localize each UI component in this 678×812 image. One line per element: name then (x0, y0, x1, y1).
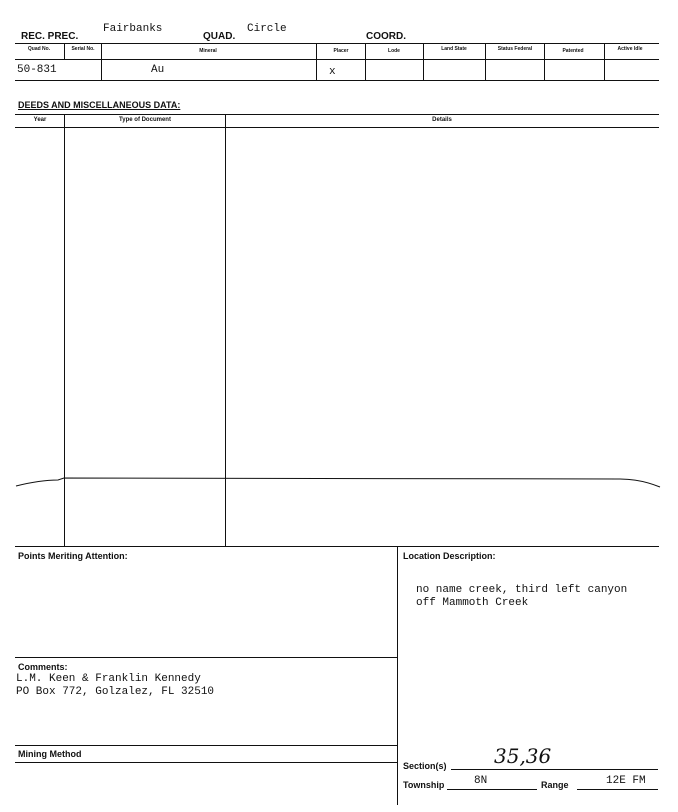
divider (316, 44, 317, 80)
record-quad-no: 50-831 (17, 64, 57, 76)
divider (604, 44, 605, 80)
divider (423, 44, 424, 80)
mining-method-label: Mining Method (18, 749, 82, 759)
location-line-1: no name creek, third left canyon (416, 584, 628, 596)
divider (365, 44, 366, 80)
comments-top-rule (15, 657, 397, 658)
header-top-rule (15, 43, 659, 44)
township-label: Township (403, 780, 445, 790)
rec-prec-label: REC. PREC. (21, 31, 79, 42)
header-serial-no: Serial No. (71, 46, 95, 52)
lower-top-rule (15, 546, 659, 547)
divider (101, 44, 102, 80)
comments-line-2: PO Box 772, Golzalez, FL 32510 (16, 686, 215, 698)
header-active-idle: Active Idle (617, 46, 643, 52)
points-meriting-label: Points Meriting Attention: (18, 551, 128, 561)
lower-center-divider (397, 547, 398, 805)
deeds-col-type: Type of Document (119, 117, 171, 123)
range-value: 12E FM (606, 775, 646, 787)
record-placer: x (329, 66, 336, 78)
quad-label: QUAD. (203, 31, 236, 42)
header-patented: Patented (562, 48, 584, 54)
divider (485, 44, 486, 80)
range-underline (577, 789, 658, 790)
deeds-col-details: Details (432, 117, 452, 123)
header-land-state: Land State (441, 46, 467, 52)
header-bottom-rule (15, 80, 659, 81)
deeds-col-year: Year (33, 117, 47, 123)
location-label: Location Description: (403, 551, 496, 561)
range-label: Range (541, 780, 569, 790)
comments-line-1: L.M. Keen & Franklin Kennedy (16, 673, 201, 685)
mining-method-top-rule (15, 745, 397, 746)
quad-value: Circle (247, 23, 287, 35)
sections-value: 35,36 (494, 744, 552, 768)
mining-method-bottom-rule (15, 762, 397, 763)
header-mineral: Mineral (199, 48, 217, 54)
comments-label: Comments: (18, 662, 68, 672)
township-value: 8N (474, 775, 488, 787)
header-placer: Placer (333, 48, 349, 54)
deeds-top-rule (15, 114, 659, 115)
deeds-header-rule (15, 127, 659, 128)
location-line-2: off Mammoth Creek (416, 597, 529, 609)
header-lode: Lode (388, 48, 400, 54)
deeds-title: DEEDS AND MISCELLANEOUS DATA: (18, 100, 181, 110)
header-mid-rule (15, 59, 659, 60)
header-status-federal: Status Federal (497, 46, 533, 52)
sections-label: Section(s) (403, 761, 447, 771)
township-underline (447, 789, 537, 790)
sections-underline (451, 769, 658, 770)
divider (544, 44, 545, 80)
coord-label: COORD. (366, 31, 406, 42)
deeds-continuation-line (0, 468, 678, 498)
rec-prec-value: Fairbanks (103, 23, 163, 35)
divider (64, 44, 65, 59)
record-mineral: Au (151, 64, 165, 76)
header-quad-no: Quad No. (27, 46, 51, 52)
